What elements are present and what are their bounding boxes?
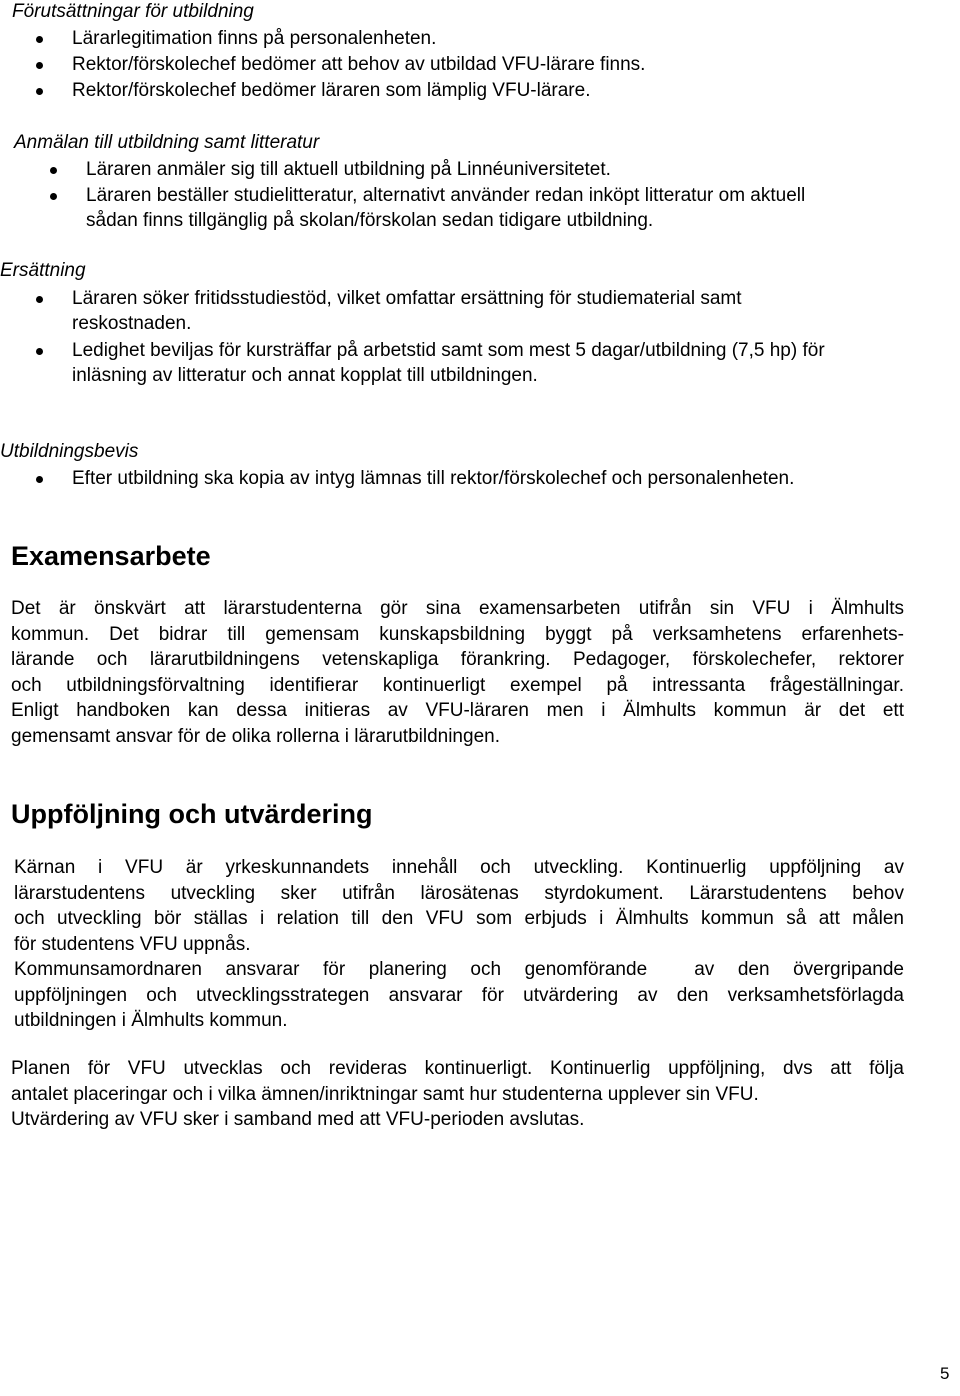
bullet-icon [36, 476, 43, 483]
section-heading-ersattning: Ersättning [0, 260, 86, 281]
text-line: Planen för VFU utvecklas och revideras kontinuerligt. Kontinuerlig uppföljning, dvs att följa [11, 1058, 904, 1079]
examensarbete-paragraph [11, 596, 904, 749]
text-line: Det är önskvärt att lärarstudenterna gör sina examensarbeten utifrån sin VFU i Älmhults [11, 598, 904, 619]
uppfoljning-title: Uppföljning och utvärdering [11, 799, 373, 829]
text-line: lärande och lärarutbildningens vetenskapliga förankring. Pedagoger, förskolechefer, rektorer [11, 649, 904, 670]
text-line: antalet placeringar och i vilka ämnen/inriktningar samt hur studenterna upplever sin VFU. [11, 1083, 759, 1105]
section-heading-utbildningsbevis: Utbildningsbevis [0, 441, 139, 462]
page-number: 5 [940, 1364, 950, 1383]
text-line: Enligt handboken kan dessa initieras av VFU-läraren men i Älmhults kommun är det ett [11, 700, 904, 721]
list-item: Rektor/förskolechef bedömer att behov av utbildad VFU-lärare finns. [72, 54, 646, 75]
text-line: och utbildningsförvaltning identifierar kontinuerligt exempel på intressanta frågeställningar. [11, 674, 904, 696]
section-heading-anmalan: Anmälan till utbildning samt litteratur [14, 132, 320, 153]
examensarbete-title: Examensarbete [11, 541, 211, 571]
text-line: Utvärdering av VFU sker i samband med att VFU-perioden avslutas. [11, 1109, 585, 1130]
bullet-icon [36, 36, 43, 43]
text-line: kommun. Det bidrar till gemensam kunskapsbildning byggt på verksamhetens erfarenhets- [11, 623, 904, 645]
bullet-icon [50, 167, 57, 174]
list-item: Läraren beställer studielitteratur, alternativt använder redan inköpt litteratur om aktuell [86, 185, 806, 206]
text-line: utbildningen i Älmhults kommun. [14, 1010, 288, 1031]
uppfoljning-paragraph-2 [11, 1056, 904, 1133]
text-line: Kärnan i VFU är yrkeskunnandets innehåll och utveckling. Kontinuerlig uppföljning av [14, 857, 904, 878]
text-line: Kommunsamordnaren ansvarar för planering och genomförande av den övergripande [14, 959, 904, 980]
text-line: lärarstudentens utveckling sker utifrån lärosätenas styrdokument. Lärarstudentens behov [14, 882, 904, 904]
section-heading-forutsattningar: Förutsättningar för utbildning [12, 1, 254, 22]
list-item-continuation: sådan finns tillgänglig på skolan/förskolan sedan tidigare utbildning. [86, 210, 654, 231]
bullet-icon [50, 193, 57, 200]
list-item: Läraren anmäler sig till aktuell utbildning på Linnéuniversitetet. [86, 159, 611, 180]
list-item-continuation: inläsning av litteratur och annat kopplat till utbildningen. [72, 365, 538, 386]
list-item: Rektor/förskolechef bedömer läraren som lämplig VFU-lärare. [72, 80, 591, 101]
list-item: Lärarlegitimation finns på personalenheten. [72, 28, 437, 49]
text-line: gemensamt ansvar för de olika rollerna i lärarutbildningen. [11, 725, 500, 747]
bullet-icon [36, 88, 43, 95]
text-line: och utveckling bör ställas i relation till den VFU som erbjuds i Älmhults kommun så att målen [14, 908, 904, 929]
text-line: för studentens VFU uppnås. [14, 933, 251, 955]
bullet-icon [36, 296, 43, 303]
list-item: Läraren söker fritidsstudiestöd, vilket omfattar ersättning för studiematerial samt [72, 288, 742, 309]
bullet-icon [36, 348, 43, 355]
uppfoljning-paragraph-1 [14, 855, 904, 1034]
list-item: Ledighet beviljas för kursträffar på arbetstid samt som mest 5 dagar/utbildning (7,5 hp) för [72, 340, 825, 361]
list-item-continuation: reskostnaden. [72, 313, 192, 334]
list-item: Efter utbildning ska kopia av intyg lämnas till rektor/förskolechef och personalenheten. [72, 468, 795, 489]
text-line: uppföljningen och utvecklingsstrategen ansvarar för utvärdering av den verksamhetsförlagda [14, 984, 904, 1006]
bullet-icon [36, 62, 43, 69]
